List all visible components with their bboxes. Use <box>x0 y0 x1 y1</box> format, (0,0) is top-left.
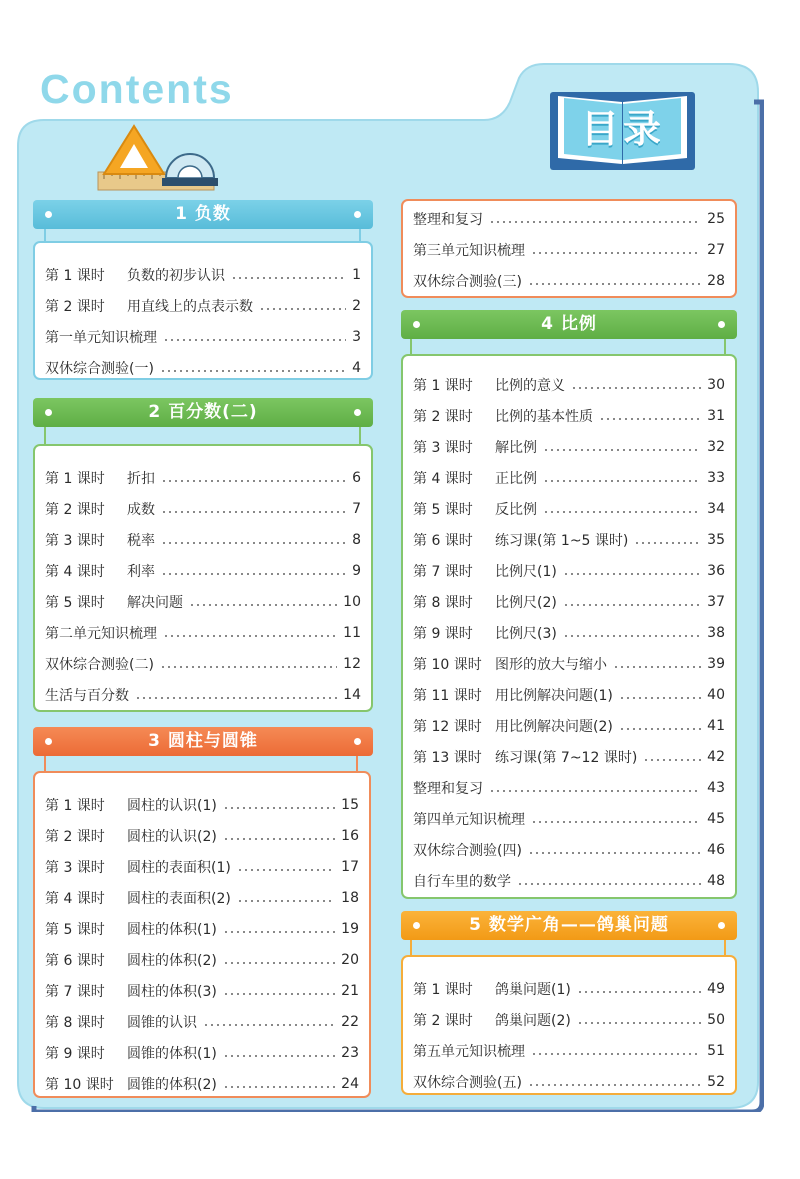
toc-row[interactable] <box>403 1008 735 1032</box>
toc-lesson-title: 解决问题 <box>127 595 183 611</box>
page-number: 33 <box>707 470 725 486</box>
toc-entry <box>403 406 593 426</box>
toc-lesson-label: 双休综合测验(一) <box>45 361 154 377</box>
toc-lesson-label: 第 7 课时 <box>45 984 105 1000</box>
section-3-title: 3 圆柱与圆锥 <box>148 731 258 751</box>
page-number: 45 <box>707 811 725 827</box>
section-5-list <box>401 955 737 1095</box>
toc-lesson-title: 用直线上的点表示数 <box>127 299 253 315</box>
page-number: 10 <box>343 594 361 610</box>
dot-leader <box>489 221 701 223</box>
page-number: 51 <box>707 1043 725 1059</box>
toc-row[interactable] <box>403 466 735 490</box>
section-3-header <box>33 727 373 756</box>
toc-lesson-title: 圆柱的体积(3) <box>127 984 217 1000</box>
section-4-header <box>401 310 737 339</box>
toc-row[interactable] <box>403 1039 735 1063</box>
toc-row[interactable] <box>403 373 735 397</box>
toc-entry <box>35 327 157 347</box>
page-number: 24 <box>341 1076 359 1092</box>
toc-lesson-label: 第 5 课时 <box>413 502 473 518</box>
section-1-title: 1 负数 <box>175 204 231 224</box>
toc-lesson-title: 圆锥的体积(1) <box>127 1046 217 1062</box>
page-number: 35 <box>707 532 725 548</box>
toc-row[interactable] <box>403 435 735 459</box>
toc-lesson-label: 自行车里的数学 <box>413 874 511 890</box>
dot-leader <box>613 666 701 668</box>
toc-entry <box>403 979 571 999</box>
dot-leader <box>223 1055 335 1057</box>
page-number: 36 <box>707 563 725 579</box>
toc-row[interactable] <box>403 559 735 583</box>
page-number: 2 <box>352 298 361 314</box>
toc-lesson-title: 练习课(第 7~12 课时) <box>495 750 638 766</box>
toc-row[interactable] <box>403 838 735 862</box>
dot-leader <box>223 838 335 840</box>
toc-row[interactable] <box>403 269 735 293</box>
page-number: 8 <box>352 532 361 548</box>
toc-lesson-label: 整理和复习 <box>413 781 483 797</box>
toc-lesson-title: 圆锥的认识 <box>127 1015 197 1031</box>
toc-entry <box>403 1041 525 1061</box>
toc-lesson-title: 图形的放大与缩小 <box>495 657 607 673</box>
dot-leader <box>135 697 337 699</box>
dot-leader <box>161 511 346 513</box>
toc-entry <box>35 654 154 674</box>
toc-row[interactable] <box>403 207 735 231</box>
toc-lesson-title: 比例尺(1) <box>495 564 557 580</box>
toc-row[interactable] <box>35 497 371 521</box>
dot-leader <box>189 604 337 606</box>
bullet-dot <box>718 321 725 328</box>
toc-entry <box>35 826 217 846</box>
toc-entry <box>35 561 155 581</box>
section-2-list <box>33 444 373 712</box>
dot-leader <box>563 573 701 575</box>
toc-row[interactable] <box>403 497 735 521</box>
toc-row[interactable] <box>35 559 371 583</box>
toc-lesson-label: 第 5 课时 <box>45 922 105 938</box>
page-number: 48 <box>707 873 725 889</box>
toc-lesson-label: 整理和复习 <box>413 212 483 228</box>
toc-entry <box>403 468 537 488</box>
toc-lesson-label: 第 1 课时 <box>45 471 105 487</box>
bullet-dot <box>45 738 52 745</box>
toc-entry <box>35 795 217 815</box>
toc-row[interactable] <box>35 652 371 676</box>
page-number: 4 <box>352 360 361 376</box>
dot-leader <box>528 1084 701 1086</box>
toc-row[interactable] <box>403 977 735 1001</box>
toc-lesson-title: 圆柱的表面积(2) <box>127 891 231 907</box>
toc-row[interactable] <box>35 325 371 349</box>
bullet-dot <box>45 409 52 416</box>
page-number: 19 <box>341 921 359 937</box>
dot-leader <box>528 852 701 854</box>
toc-entry <box>403 1072 522 1092</box>
dot-leader <box>160 666 337 668</box>
dot-leader <box>517 883 701 885</box>
toc-lesson-label: 第 11 课时 <box>413 688 482 704</box>
page-number: 11 <box>343 625 361 641</box>
toc-row[interactable] <box>403 807 735 831</box>
toc-entry <box>403 840 522 860</box>
page-number: 32 <box>707 439 725 455</box>
toc-lesson-label: 双休综合测验(五) <box>413 1075 522 1091</box>
toc-row[interactable] <box>403 590 735 614</box>
toc-entry <box>35 919 217 939</box>
contents-title: Contents <box>40 66 234 112</box>
dot-leader <box>619 697 701 699</box>
toc-row[interactable] <box>35 824 369 848</box>
dot-leader <box>203 1024 335 1026</box>
toc-lesson-label: 第五单元知识梳理 <box>413 1044 525 1060</box>
toc-lesson-label: 第 10 课时 <box>45 1077 114 1093</box>
toc-entry <box>403 623 557 643</box>
toc-lesson-title: 比例尺(2) <box>495 595 557 611</box>
toc-entry <box>35 592 183 612</box>
toc-lesson-label: 第 1 课时 <box>413 982 473 998</box>
toc-entry <box>403 747 637 767</box>
toc-lesson-label: 第 3 课时 <box>413 440 473 456</box>
dot-leader <box>543 511 701 513</box>
toc-lesson-title: 折扣 <box>127 471 155 487</box>
section-3-continued-list <box>401 199 737 298</box>
dot-leader <box>223 962 335 964</box>
toc-lesson-label: 第 7 课时 <box>413 564 473 580</box>
page-number: 21 <box>341 983 359 999</box>
toc-row[interactable] <box>35 621 371 645</box>
toc-entry <box>35 981 217 1001</box>
toc-entry <box>35 1074 217 1094</box>
toc-entry <box>403 271 522 291</box>
toc-lesson-label: 双休综合测验(四) <box>413 843 522 859</box>
dot-leader <box>161 480 346 482</box>
toc-row[interactable] <box>35 356 371 380</box>
dot-leader <box>543 449 701 451</box>
toc-row[interactable] <box>35 855 369 879</box>
toc-row[interactable] <box>35 263 371 287</box>
bullet-dot <box>45 211 52 218</box>
toc-lesson-label: 第 8 课时 <box>45 1015 105 1031</box>
toc-row[interactable] <box>35 886 369 910</box>
toc-row[interactable] <box>35 294 371 318</box>
page-number: 31 <box>707 408 725 424</box>
page-number: 38 <box>707 625 725 641</box>
page-number: 17 <box>341 859 359 875</box>
dot-leader <box>531 821 701 823</box>
toc-row[interactable] <box>403 745 735 769</box>
page-number: 9 <box>352 563 361 579</box>
dot-leader <box>163 339 346 341</box>
toc-lesson-label: 第 12 课时 <box>413 719 482 735</box>
toc-row[interactable] <box>403 652 735 676</box>
dot-leader <box>259 308 346 310</box>
toc-lesson-label: 第四单元知识梳理 <box>413 812 525 828</box>
toc-entry <box>35 358 154 378</box>
toc-entry <box>403 561 557 581</box>
dot-leader <box>223 1086 335 1088</box>
dot-leader <box>531 252 701 254</box>
page-number: 12 <box>343 656 361 672</box>
toc-entry <box>403 809 525 829</box>
toc-row[interactable] <box>403 621 735 645</box>
dot-leader <box>528 283 701 285</box>
toc-entry <box>403 716 613 736</box>
toc-entry <box>35 950 217 970</box>
toc-lesson-label: 第 2 课时 <box>413 409 473 425</box>
toc-row[interactable] <box>35 1072 369 1096</box>
toc-lesson-title: 负数的初步认识 <box>127 268 225 284</box>
toc-entry <box>403 685 613 705</box>
page-number: 23 <box>341 1045 359 1061</box>
toc-lesson-label: 第 1 课时 <box>45 798 105 814</box>
toc-lesson-label: 双休综合测验(二) <box>45 657 154 673</box>
toc-entry <box>403 871 511 891</box>
toc-entry <box>35 296 253 316</box>
toc-lesson-label: 第 9 课时 <box>413 626 473 642</box>
toc-lesson-label: 第 8 课时 <box>413 595 473 611</box>
page-number: 46 <box>707 842 725 858</box>
toc-row[interactable] <box>35 1041 369 1065</box>
dot-leader <box>619 728 701 730</box>
toc-row[interactable] <box>35 1010 369 1034</box>
toc-lesson-title: 比例的意义 <box>495 378 565 394</box>
toc-row[interactable] <box>403 869 735 893</box>
section-5-title: 5 数学广角——鸽巢问题 <box>469 915 669 935</box>
toc-row[interactable] <box>403 1070 735 1094</box>
page-number: 49 <box>707 981 725 997</box>
toc-row[interactable] <box>35 793 369 817</box>
toc-lesson-label: 第 13 课时 <box>413 750 482 766</box>
toc-lesson-title: 圆柱的认识(2) <box>127 829 217 845</box>
page-number: 14 <box>343 687 361 703</box>
toc-row[interactable] <box>403 528 735 552</box>
toc-lesson-label: 第 9 课时 <box>45 1046 105 1062</box>
toc-lesson-label: 第 2 课时 <box>45 299 105 315</box>
toc-lesson-title: 鸽巢问题(2) <box>495 1013 571 1029</box>
toc-lesson-label: 第 3 课时 <box>45 533 105 549</box>
dot-leader <box>543 480 701 482</box>
toc-entry <box>35 1012 197 1032</box>
page-number: 37 <box>707 594 725 610</box>
bullet-dot <box>354 211 361 218</box>
toc-entry <box>403 1010 571 1030</box>
bullet-dot <box>354 738 361 745</box>
toc-lesson-title: 圆锥的体积(2) <box>127 1077 217 1093</box>
toc-row[interactable] <box>35 979 369 1003</box>
toc-lesson-label: 第 4 课时 <box>413 471 473 487</box>
toc-lesson-label: 第 4 课时 <box>45 891 105 907</box>
toc-entry <box>35 888 231 908</box>
page-number: 25 <box>707 211 725 227</box>
toc-lesson-label: 第 6 课时 <box>45 953 105 969</box>
dot-leader <box>223 993 335 995</box>
bullet-dot <box>354 409 361 416</box>
toc-row[interactable] <box>403 683 735 707</box>
mulu-title: 目录 <box>580 107 665 151</box>
dot-leader <box>531 1053 701 1055</box>
section-1-header <box>33 200 373 229</box>
toc-lesson-label: 第 2 课时 <box>45 502 105 518</box>
toc-lesson-title: 解比例 <box>495 440 537 456</box>
toc-lesson-label: 第二单元知识梳理 <box>45 626 157 642</box>
toc-lesson-title: 税率 <box>127 533 155 549</box>
toc-lesson-label: 第 2 课时 <box>413 1013 473 1029</box>
toc-entry <box>403 654 607 674</box>
bullet-dot <box>718 922 725 929</box>
toc-lesson-title: 圆柱的体积(1) <box>127 922 217 938</box>
toc-lesson-title: 圆柱的表面积(1) <box>127 860 231 876</box>
toc-entry <box>35 499 155 519</box>
toc-lesson-label: 第 2 课时 <box>45 829 105 845</box>
page-number: 16 <box>341 828 359 844</box>
dot-leader <box>634 542 701 544</box>
toc-lesson-label: 第 5 课时 <box>45 595 105 611</box>
toc-row[interactable] <box>403 714 735 738</box>
section-4-list <box>401 354 737 899</box>
toc-row[interactable] <box>403 404 735 428</box>
dot-leader <box>231 277 346 279</box>
page-number: 7 <box>352 501 361 517</box>
toc-lesson-label: 双休综合测验(三) <box>413 274 522 290</box>
toc-lesson-title: 用比例解决问题(2) <box>495 719 613 735</box>
page-number: 39 <box>707 656 725 672</box>
page-number: 34 <box>707 501 725 517</box>
toc-entry <box>403 240 525 260</box>
toc-entry <box>35 530 155 550</box>
toc-entry <box>403 209 483 229</box>
dot-leader <box>223 931 335 933</box>
toc-lesson-label: 第 1 课时 <box>45 268 105 284</box>
toc-entry <box>35 265 225 285</box>
dot-leader <box>223 807 335 809</box>
toc-row[interactable] <box>35 466 371 490</box>
page-number: 52 <box>707 1074 725 1090</box>
toc-lesson-title: 比例尺(3) <box>495 626 557 642</box>
dot-leader <box>237 900 335 902</box>
dot-leader <box>161 573 346 575</box>
toc-entry <box>35 1043 217 1063</box>
dot-leader <box>577 991 701 993</box>
section-3-list <box>33 771 371 1098</box>
dot-leader <box>563 635 701 637</box>
toc-entry <box>35 857 231 877</box>
toc-entry <box>35 685 129 705</box>
toc-lesson-title: 正比例 <box>495 471 537 487</box>
toc-entry <box>403 437 537 457</box>
dot-leader <box>563 604 701 606</box>
dot-leader <box>599 418 701 420</box>
toc-lesson-label: 第 1 课时 <box>413 378 473 394</box>
toc-entry <box>35 468 155 488</box>
page-number: 3 <box>352 329 361 345</box>
toc-lesson-title: 练习课(第 1~5 课时) <box>495 533 629 549</box>
page-number: 43 <box>707 780 725 796</box>
page-number: 1 <box>352 267 361 283</box>
page-number: 18 <box>341 890 359 906</box>
toc-entry <box>35 623 157 643</box>
toc-row[interactable] <box>35 917 369 941</box>
toc-row[interactable] <box>35 590 371 614</box>
dot-leader <box>643 759 701 761</box>
toc-lesson-title: 圆柱的认识(1) <box>127 798 217 814</box>
ruler-triangle-icon <box>96 122 226 194</box>
page-number: 30 <box>707 377 725 393</box>
page-number: 41 <box>707 718 725 734</box>
section-5-header <box>401 911 737 940</box>
toc-entry <box>403 499 537 519</box>
toc-lesson-title: 圆柱的体积(2) <box>127 953 217 969</box>
page-number: 40 <box>707 687 725 703</box>
page-number: 20 <box>341 952 359 968</box>
toc-entry <box>403 530 628 550</box>
toc-lesson-label: 第 3 课时 <box>45 860 105 876</box>
dot-leader <box>163 635 337 637</box>
toc-lesson-title: 利率 <box>127 564 155 580</box>
toc-lesson-title: 用比例解决问题(1) <box>495 688 613 704</box>
toc-entry <box>403 375 565 395</box>
toc-row[interactable] <box>35 528 371 552</box>
section-4-title: 4 比例 <box>541 314 597 334</box>
toc-lesson-label: 第一单元知识梳理 <box>45 330 157 346</box>
section-2-header <box>33 398 373 427</box>
section-1-list <box>33 241 373 380</box>
bullet-dot <box>413 321 420 328</box>
dot-leader <box>571 387 701 389</box>
toc-lesson-title: 比例的基本性质 <box>495 409 593 425</box>
toc-entry <box>403 592 557 612</box>
toc-lesson-title: 鸽巢问题(1) <box>495 982 571 998</box>
page-number: 42 <box>707 749 725 765</box>
section-2-title: 2 百分数(二) <box>148 402 258 422</box>
page-number: 27 <box>707 242 725 258</box>
dot-leader <box>489 790 701 792</box>
dot-leader <box>160 370 346 372</box>
toc-row[interactable] <box>35 683 371 707</box>
page-number: 15 <box>341 797 359 813</box>
bullet-dot <box>413 922 420 929</box>
toc-lesson-title: 成数 <box>127 502 155 518</box>
toc-lesson-label: 第 6 课时 <box>413 533 473 549</box>
toc-lesson-label: 生活与百分数 <box>45 688 129 704</box>
toc-lesson-label: 第 10 课时 <box>413 657 482 673</box>
toc-row[interactable] <box>403 776 735 800</box>
toc-lesson-label: 第三单元知识梳理 <box>413 243 525 259</box>
page-number: 28 <box>707 273 725 289</box>
page-number: 6 <box>352 470 361 486</box>
dot-leader <box>161 542 346 544</box>
page-number: 50 <box>707 1012 725 1028</box>
toc-entry <box>403 778 483 798</box>
dot-leader <box>237 869 335 871</box>
toc-lesson-title: 反比例 <box>495 502 537 518</box>
toc-row[interactable] <box>403 238 735 262</box>
toc-lesson-label: 第 4 课时 <box>45 564 105 580</box>
page-number: 22 <box>341 1014 359 1030</box>
toc-row[interactable] <box>35 948 369 972</box>
dot-leader <box>577 1022 701 1024</box>
